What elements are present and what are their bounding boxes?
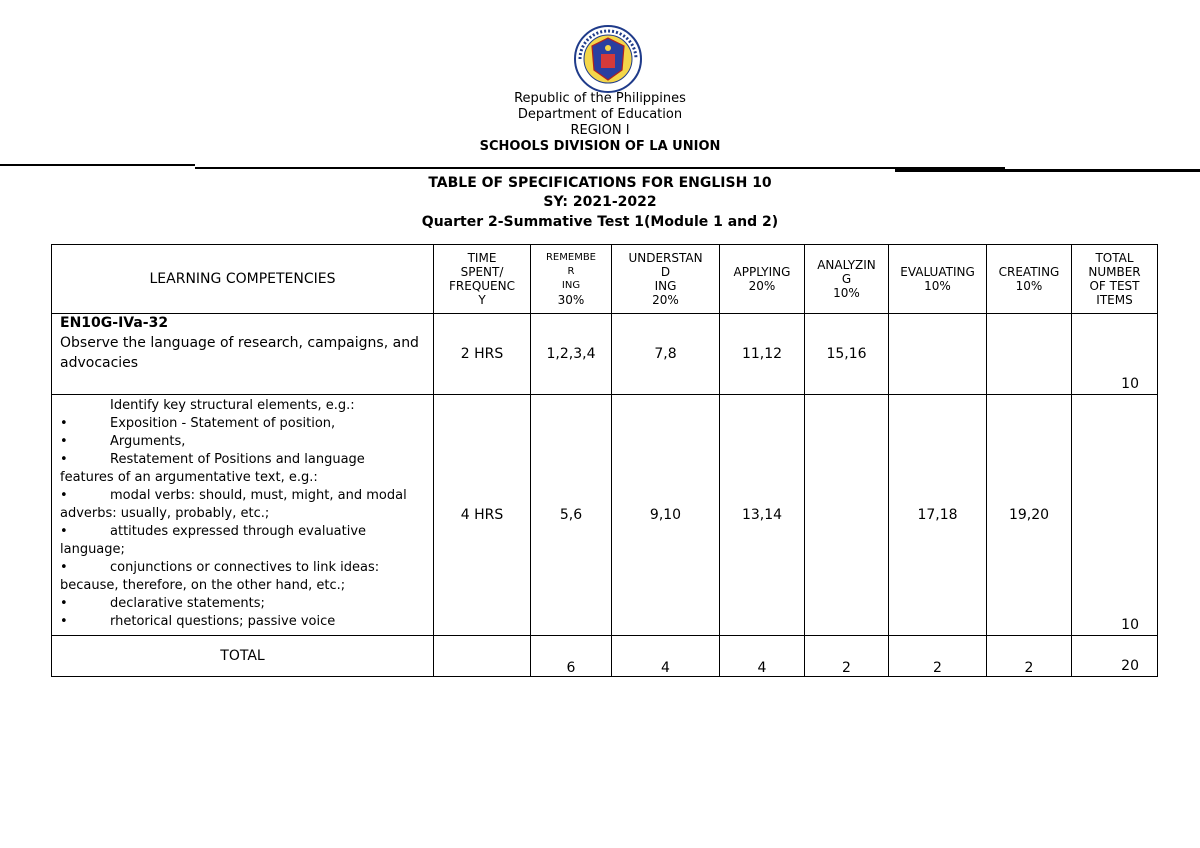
analyzing-cell (805, 395, 889, 636)
creating-cell (987, 314, 1072, 395)
document-title: TABLE OF SPECIFICATIONS FOR ENGLISH 10 (428, 175, 772, 191)
header-rule-left (0, 164, 195, 166)
department-line: Department of Education (517, 107, 683, 122)
evaluating-total: 2 (889, 636, 987, 677)
col-analyzing: ANALYZIN G 10% (805, 245, 889, 314)
applying-total: 4 (720, 636, 805, 677)
col-time-spent: TIME SPENT/ FREQUENC Y (434, 245, 531, 314)
time-total (434, 636, 531, 677)
remembering-cell: 5,6 (531, 395, 612, 636)
time-cell: 2 HRS (434, 314, 531, 395)
table-row (52, 395, 1158, 636)
applying-cell: 13,14 (720, 395, 805, 636)
header-rule-middle (195, 167, 1005, 169)
understanding-total: 4 (612, 636, 720, 677)
table-row (52, 314, 1158, 395)
analyzing-cell: 15,16 (805, 314, 889, 395)
republic-line: Republic of the Philippines (514, 91, 686, 106)
competency-sublist: Identify key structural elements, e.g.: • Exposition - Statement of position, • Arguments, • Restatement of Positions and language features of an argumentative text, e.g.: • modal verbs: should, must, might, and modal adverbs: usually, probably, etc.; • attitudes expressed through evaluative language; • conjunctions or connectives to link ideas: because, therefore, on the other hand, etc.; • declarative statements; • rhetorical questions; passive voice (60, 398, 407, 629)
col-remembering: REMEMBE R ING 30% (531, 245, 612, 314)
deped-seal-logo (568, 24, 648, 94)
creating-cell: 19,20 (987, 395, 1072, 636)
applying-cell: 11,12 (720, 314, 805, 395)
total-items-cell: 10 (1072, 314, 1158, 395)
grand-total: 20 (1072, 636, 1158, 677)
header-row (52, 245, 1158, 314)
totals-row (52, 636, 1158, 677)
competency-cell (52, 395, 434, 636)
col-applying: APPLYING 20% (720, 245, 805, 314)
region-line: REGION I (570, 123, 630, 138)
quarter-title: Quarter 2-Summative Test 1(Module 1 and 2) (421, 214, 779, 230)
total-label: TOTAL (52, 636, 434, 677)
col-understanding: UNDERSTAN D ING 20% (612, 245, 720, 314)
total-items-cell: 10 (1072, 395, 1158, 636)
time-cell: 4 HRS (434, 395, 531, 636)
creating-total: 2 (987, 636, 1072, 677)
understanding-cell: 7,8 (612, 314, 720, 395)
competency-description: Observe the language of research, campaigns, and advocacies (60, 335, 419, 371)
header-rule-right (895, 169, 1200, 172)
remembering-cell: 1,2,3,4 (531, 314, 612, 395)
table-of-specifications (51, 244, 1158, 677)
understanding-cell: 9,10 (612, 395, 720, 636)
remembering-total: 6 (531, 636, 612, 677)
competency-code: EN10G-IVa-32 (60, 315, 169, 331)
analyzing-total: 2 (805, 636, 889, 677)
col-learning-competencies: LEARNING COMPETENCIES (52, 245, 434, 314)
competency-cell (52, 314, 434, 395)
col-evaluating: EVALUATING 10% (889, 245, 987, 314)
evaluating-cell: 17,18 (889, 395, 987, 636)
evaluating-cell (889, 314, 987, 395)
school-year: SY: 2021-2022 (543, 194, 657, 210)
col-creating: CREATING 10% (987, 245, 1072, 314)
division-line: SCHOOLS DIVISION OF LA UNION (479, 139, 721, 154)
col-total-items: TOTAL NUMBER OF TEST ITEMS (1072, 245, 1158, 314)
